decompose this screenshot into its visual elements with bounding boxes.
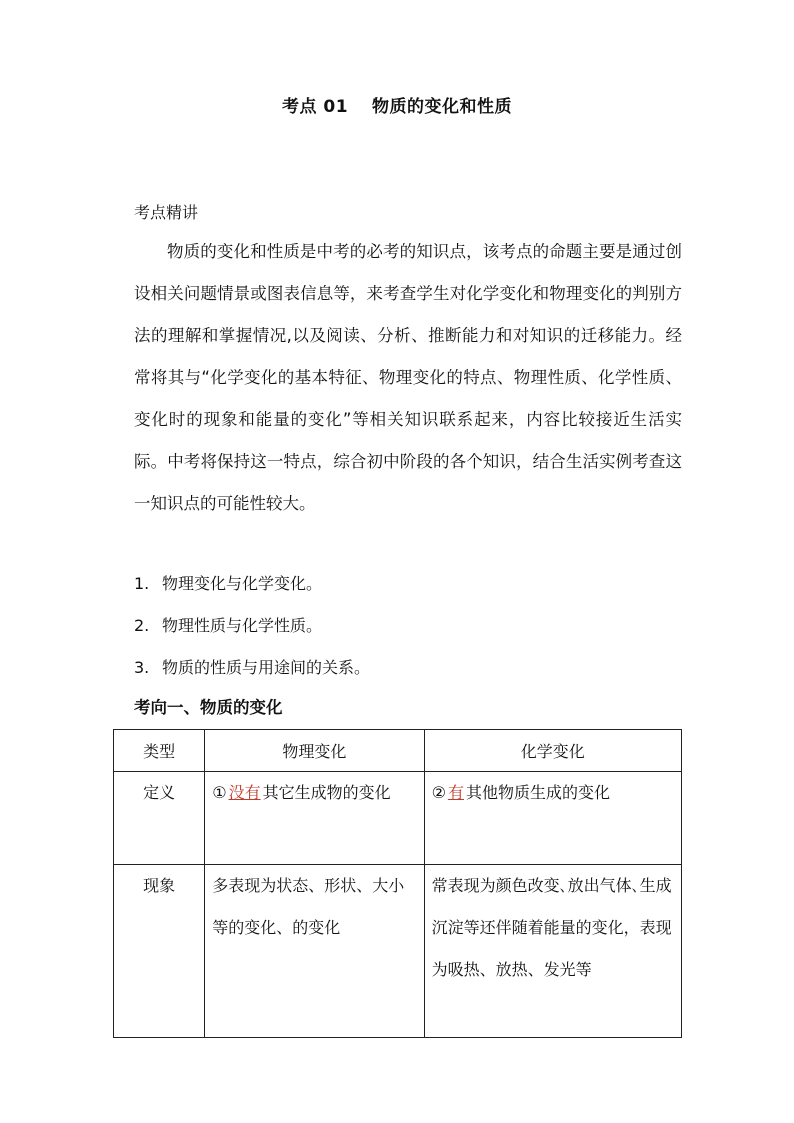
table-header-row bbox=[114, 730, 682, 772]
sub-heading: 考向一、物质的变化 bbox=[134, 698, 283, 717]
list-item bbox=[134, 563, 370, 605]
comparison-table bbox=[113, 729, 682, 1038]
list-number: 1. bbox=[134, 574, 150, 593]
list-text: 物理变化与化学变化。 bbox=[162, 574, 323, 593]
answer-blank-1: 没有 bbox=[228, 783, 261, 802]
physical-definition-text: 其它生成物的变化 bbox=[262, 783, 391, 802]
physical-definition-cell bbox=[205, 772, 424, 865]
header-type: 类型 bbox=[114, 730, 205, 772]
list-number: 2. bbox=[134, 616, 150, 635]
title-code: 考点 01 bbox=[281, 97, 349, 117]
row-label-phenomenon: 现象 bbox=[114, 865, 205, 1038]
list-number: 3. bbox=[134, 658, 150, 677]
table-row-phenomenon bbox=[114, 865, 682, 1038]
page-title bbox=[0, 92, 794, 117]
list-text: 物质的性质与用途间的关系。 bbox=[162, 658, 371, 677]
chemical-definition-text: 其他物质生成的变化 bbox=[465, 783, 610, 802]
list-item bbox=[134, 647, 370, 689]
physical-phenomenon-cell: 多表现为状态、形状、大小等的变化、的变化 bbox=[205, 865, 424, 1038]
row-label-definition: 定义 bbox=[114, 772, 205, 865]
list-text: 物理性质与化学性质。 bbox=[162, 616, 323, 635]
chemical-definition-cell bbox=[424, 772, 681, 865]
header-physical: 物理变化 bbox=[205, 730, 424, 772]
list-item bbox=[134, 605, 370, 647]
table-row-definition bbox=[114, 772, 682, 865]
circled-number-2: ② bbox=[431, 783, 446, 802]
section-heading: 考点精讲 bbox=[134, 203, 199, 222]
intro-paragraph: 物质的变化和性质是中考的必考的知识点，该考点的命题主要是通过创设相关问题情景或图表信息等，来考查学生对化学变化和物理变化的判别方法的理解和掌握情况,以及阅读、分析、推断能力和对知识的迁移能力。经常将其与“化学变化的基本特征、物理变化的特点、物理性质、化学性质、变化时的现象和能量的变化”等相关知识联系起来，内容比较接近生活实际。中考将保持这一特点，综合初中阶段的各个知识，结合生活实例考查这一知识点的可能性较大。 bbox=[134, 242, 682, 513]
topic-list bbox=[134, 563, 370, 689]
answer-blank-2: 有 bbox=[447, 783, 464, 802]
circled-number-1: ① bbox=[212, 783, 227, 802]
chemical-phenomenon-cell: 常表现为颜色改变､放出气体､生成沉淀等还伴随着能量的变化，表现为吸热、放热、发光等 bbox=[424, 865, 681, 1038]
header-chemical: 化学变化 bbox=[424, 730, 681, 772]
title-name: 物质的变化和性质 bbox=[372, 97, 513, 117]
